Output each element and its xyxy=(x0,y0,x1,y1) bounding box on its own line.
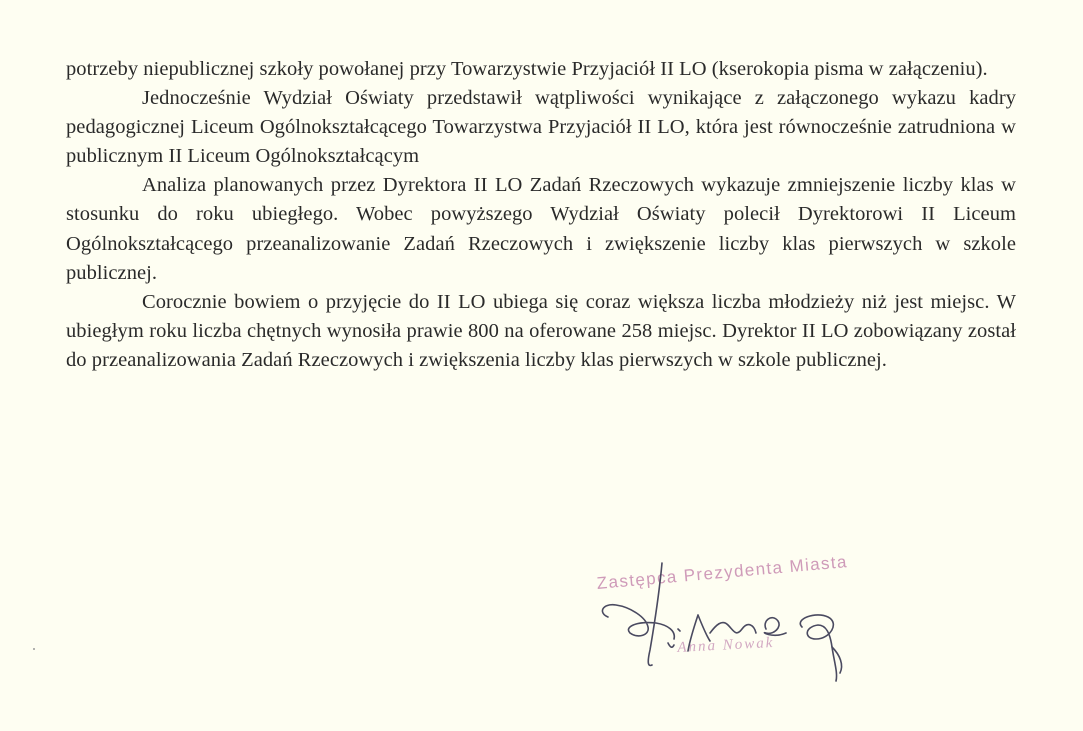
stamp-title: Zastępca Prezydenta Miasta xyxy=(596,552,849,593)
scan-speck xyxy=(33,648,35,650)
stamp-name: Anna Nowak xyxy=(677,634,775,656)
paragraph-3: Analiza planowanych przez Dyrektora II LO Zadań Rzeczowych wykazuje zmniejszenie liczby klas w stosunku do roku ubiegłego. Wobec powyższego Wydział Oświaty polecił Dyrektorowi II Liceum Ogólnokształcącego przeanalizowanie Zadań Rzeczowych i zwiększenie liczby klas pierwszych w szkole publicznej. xyxy=(66,174,1016,284)
paragraph-1: potrzeby niepublicznej szkoły powołanej przy Towarzystwie Przyjaciół II LO (kserokopia pisma w załączeniu). xyxy=(66,58,988,80)
paragraph-4: Corocznie bowiem o przyjęcie do II LO ubiega się coraz większa liczba młodzieży niż jest miejsc. W ubiegłym roku liczba chętnych wynosiła prawie 800 na oferowane 258 miejsc. Dyrektor II LO zobowiązany został do przeanalizowania Zadań Rzeczowych i zwiększenia liczby klas pierwszych w szkole publicznej. xyxy=(66,290,1016,371)
handwritten-signature xyxy=(590,555,860,695)
letter-body xyxy=(66,55,1016,375)
paragraph-2: Jednocześnie Wydział Oświaty przedstawił wątpliwości wynikające z załączonego wykazu kadry pedagogicznej Liceum Ogólnokształcącego Towarzystwa Przyjaciół II LO, która jest równocześnie zatrudniona w publicznym II Liceum Ogólnokształcącym xyxy=(66,87,1016,168)
